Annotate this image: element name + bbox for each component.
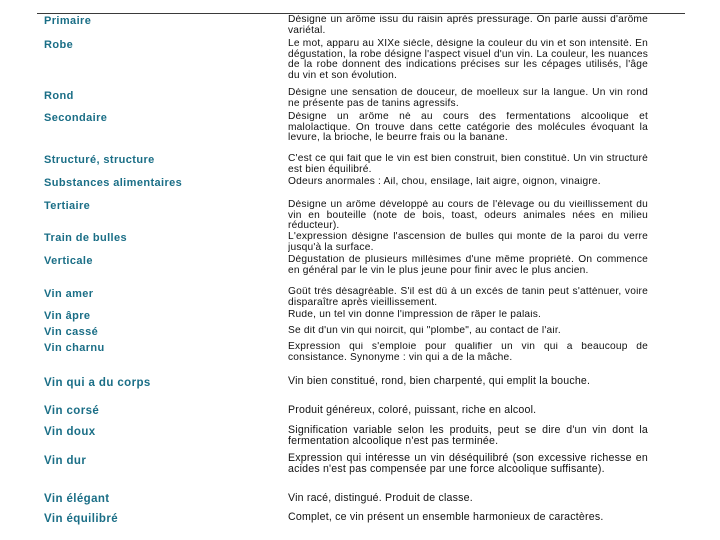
definition-vin-elegant: Vin racé, distingué. Produit de classe. — [288, 493, 473, 504]
definition-primaire: Désigne un arôme issu du raisin après pressurage. On parle aussi d'arôme variétal. — [288, 15, 648, 36]
definition-vin-dur: Expression qui intéresse un vin déséquilibré (son excessive richesse en acides n'est pas compensée par une force alcoolique suffisante). — [288, 453, 648, 476]
definition-vin-corse: Produit généreux, coloré, puissant, riche en alcool. — [288, 405, 537, 416]
term-vin-corse: Vin corsé — [44, 405, 100, 417]
term-vin-dur: Vin dur — [44, 455, 87, 467]
term-structure: Structuré, structure — [44, 154, 155, 166]
definition-vin-doux: Signification variable selon les produits, peut se dire d'un vin dont la fermentation alcoolique n'est pas terminée. — [288, 425, 648, 448]
definition-verticale: Dégustation de plusieurs millésimes d'une même propriété. On commence en général par le vin le plus jeune pour finir avec le plus ancien. — [288, 255, 648, 276]
term-rond: Rond — [44, 90, 74, 102]
definition-vin-amer: Goût très désagréable. S'il est dû à un excès de tanin peut s'atténuer, voire disparaître après vieillissement. — [288, 287, 648, 308]
term-vin-elegant: Vin élégant — [44, 493, 110, 505]
definition-vin-apre: Rude, un tel vin donne l'impression de râper le palais. — [288, 310, 542, 320]
term-vin-amer: Vin amer — [44, 288, 94, 300]
term-vin-casse: Vin cassé — [44, 326, 99, 338]
definition-train-de-bulles: L'expression désigne l'ascension de bulles qui monte de la paroi du verre jusqu'à la surface. — [288, 232, 648, 253]
term-robe: Robe — [44, 39, 74, 51]
term-vin-charnu: Vin charnu — [44, 342, 105, 354]
definition-vin-casse: Se dit d'un vin qui noircit, qui "plombe", au contact de l'air. — [288, 326, 561, 336]
term-vin-doux: Vin doux — [44, 426, 96, 438]
definition-secondaire: Désigne un arôme né au cours des fermentations alcoolique et malolactique. On trouve dans cette catégorie des molécules évoquant la levure, la brioche, le beurre frais ou la banane. — [288, 112, 648, 144]
term-substances-alimentaires: Substances alimentaires — [44, 177, 183, 189]
definition-robe: Le mot, apparu au XIXe siècle, désigne la couleur du vin et son intensité. En dégustation, la robe désigne l'aspect visuel d'un vin. La couleur, les nuances de la robe donnent des indications précises sur les cépages utilisés, l'âge du vin et son évolution. — [288, 39, 648, 81]
term-vin-apre: Vin âpre — [44, 310, 91, 322]
definition-substances-alimentaires: Odeurs anormales : Ail, chou, ensilage, lait aigre, oignon, vinaigre. — [288, 177, 601, 187]
definition-rond: Désigne une sensation de douceur, de moelleux sur la langue. Un vin rond ne présente pas de tanins agressifs. — [288, 88, 648, 109]
definition-tertiaire: Désigne un arôme développé au cours de l'élevage ou du vieillissement du vin en bouteille (note de bois, toast, odeurs animales nées en milieu réducteur). — [288, 200, 648, 230]
definition-vin-charnu: Expression qui s'emploie pour qualifier un vin qui a beaucoup de consistance. Synonyme : vin qui a de la mâche. — [288, 342, 648, 363]
term-vin-equilibre: Vin équilibré — [44, 513, 119, 525]
term-verticale: Verticale — [44, 255, 93, 267]
term-tertiaire: Tertiaire — [44, 200, 91, 212]
term-primaire: Primaire — [44, 15, 92, 27]
term-vin-qui-a-du-corps: Vin qui a du corps — [44, 377, 151, 389]
term-secondaire: Secondaire — [44, 112, 108, 124]
definition-vin-qui-a-du-corps: Vin bien constitué, rond, bien charpenté, qui emplit la bouche. — [288, 376, 591, 387]
definition-structure: C'est ce qui fait que le vin est bien construit, bien constitué. Un vin structuré est bien équilibré. — [288, 154, 648, 175]
definition-vin-equilibre: Complet, ce vin présent un ensemble harmonieux de caractères. — [288, 512, 604, 523]
term-train-de-bulles: Train de bulles — [44, 232, 128, 244]
